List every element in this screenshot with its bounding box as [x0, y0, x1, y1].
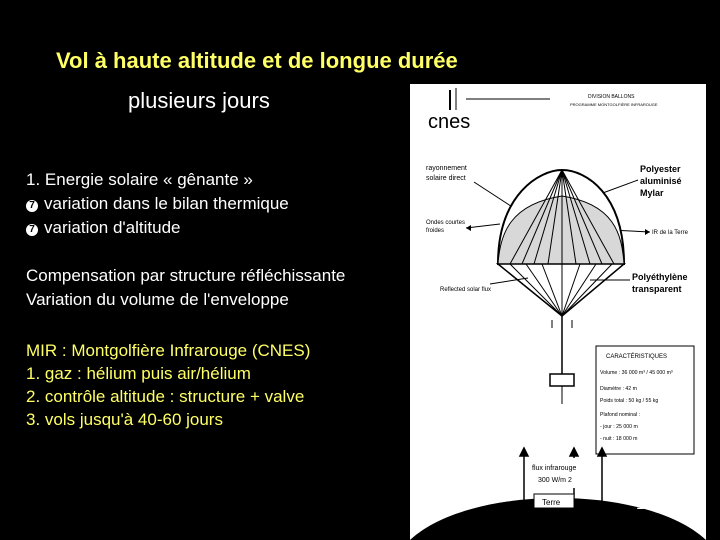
label-polyethylene-1: Polyéthylène [632, 272, 688, 282]
mir-heading: MIR : Montgolfière Infrarouge (CNES) [26, 341, 311, 360]
slide-subtitle: plusieurs jours [128, 88, 270, 113]
bullet-icon: 7 [26, 200, 38, 212]
label-left-mid-1: Ondes courtes [426, 220, 466, 226]
mir-item-2: 2. contrôle altitude : structure + valve [26, 387, 305, 406]
page-number: 16 [636, 496, 653, 513]
char-row-4: - jour : 25 000 m [600, 424, 638, 430]
compensation-line: Compensation par structure réfléchissante [26, 266, 346, 285]
characteristics-box [596, 346, 694, 454]
bullet-altitude [26, 218, 181, 238]
char-row-3: Plafond nominal : [600, 412, 641, 418]
slide-title: Vol à haute altitude et de longue durée [56, 48, 458, 73]
label-flux-2: 300 W/m 2 [538, 477, 572, 484]
label-left-mid-2: froides [426, 228, 445, 234]
gondola [550, 374, 574, 386]
label-reflected: Reflected solar flux [440, 287, 492, 293]
cnes-logo [428, 88, 550, 133]
header-line-1: DIVISION BALLONS [588, 94, 635, 100]
variation-line: Variation du volume de l'enveloppe [26, 290, 289, 309]
label-terre: Terre [542, 498, 561, 507]
char-row-5: - nuit : 18 000 m [600, 436, 638, 442]
label-polyester-2: aluminisé [640, 176, 682, 186]
balloon-diagram [410, 84, 706, 540]
label-flux-1: flux infrarouge [532, 465, 577, 472]
label-polyester-1: Polyester [640, 164, 681, 174]
header-line-2: PROGRAMME MONTGOLFIÈRE INFRAROUGE [570, 102, 658, 107]
bullet-thermal-text: variation dans le bilan thermique [44, 194, 289, 213]
mir-item-3: 3. vols jusqu'à 40-60 jours [26, 410, 223, 429]
label-rayonnement-1: rayonnement [426, 165, 467, 172]
label-polyethylene-2: transparent [632, 284, 682, 294]
bullet-altitude-text: variation d'altitude [44, 218, 181, 237]
item-solar-energy: 1. Energie solaire « gênante » [26, 170, 253, 189]
label-right-mid: IR de la Terre [652, 230, 688, 236]
char-row-0: Volume : 36 000 m³ / 45 000 m³ [600, 370, 673, 376]
char-heading: CARACTÉRISTIQUES [606, 354, 668, 360]
bullet-thermal [26, 194, 289, 214]
mir-item-1: 1. gaz : hélium puis air/hélium [26, 364, 251, 383]
label-polyester-3: Mylar [640, 188, 664, 198]
char-row-1: Diamètre : 42 m [600, 386, 637, 392]
char-row-2: Poids total : 50 kg / 55 kg [600, 398, 659, 404]
label-rayonnement-2: solaire direct [426, 175, 466, 182]
cnes-logo-text: cnes [428, 111, 471, 133]
bullet-icon: 7 [26, 224, 38, 236]
